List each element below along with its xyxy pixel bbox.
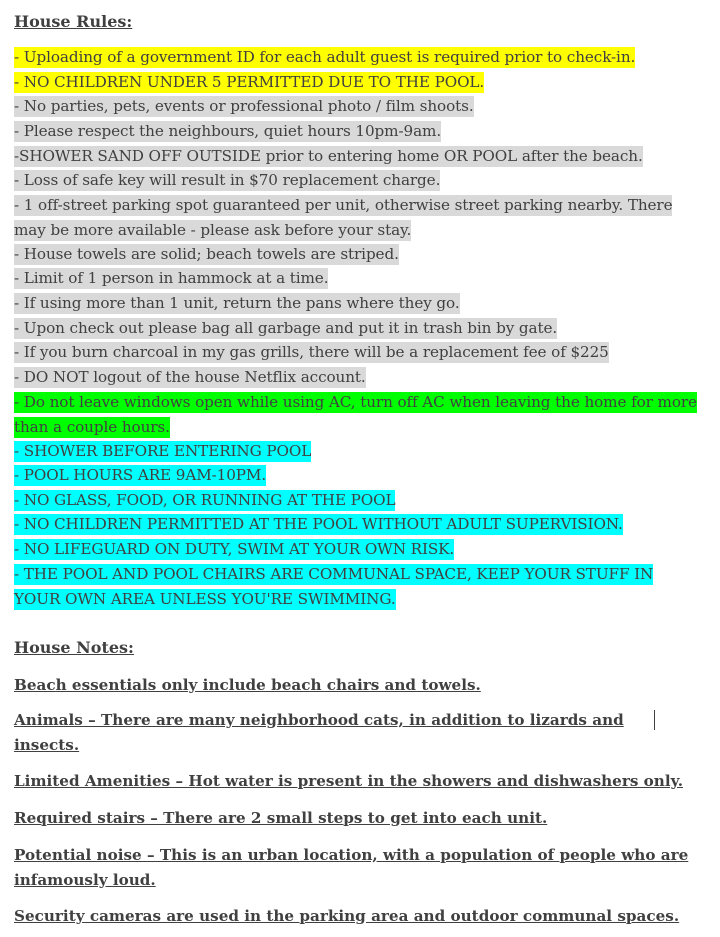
rule-text: - THE POOL AND POOL CHAIRS ARE COMMUNAL SPACE, KEEP YOUR STUFF IN YOUR OWN AREA UNLESS YOU'RE SWIMMING. bbox=[14, 565, 654, 608]
rule-text: - If using more than 1 unit, return the pans where they go. bbox=[14, 294, 460, 312]
note-item bbox=[14, 708, 664, 757]
rule-item bbox=[14, 70, 484, 95]
rule-item bbox=[14, 242, 399, 267]
rule-item bbox=[14, 94, 474, 119]
rule-item bbox=[14, 266, 328, 291]
text-cursor bbox=[654, 710, 655, 730]
rule-text: - NO CHILDREN UNDER 5 PERMITTED DUE TO THE POOL. bbox=[14, 73, 485, 91]
rule-item bbox=[14, 512, 623, 537]
note-text: Security cameras are used in the parking area and outdoor communal spaces. bbox=[14, 907, 680, 925]
note-item bbox=[14, 843, 694, 892]
rule-item bbox=[14, 463, 266, 488]
note-text: Limited Amenities – Hot water is present in the showers and dishwashers only. bbox=[14, 772, 683, 790]
note-text: Required stairs – There are 2 small steps to get into each unit. bbox=[14, 809, 548, 827]
rule-item bbox=[14, 488, 395, 513]
rule-item bbox=[14, 144, 643, 169]
house-notes-heading: House Notes: bbox=[14, 638, 134, 657]
rule-text: - NO LIFEGUARD ON DUTY, SWIM AT YOUR OWN RISK. bbox=[14, 540, 455, 558]
rule-item bbox=[14, 537, 454, 562]
rule-text: - Upon check out please bag all garbage and put it in trash bin by gate. bbox=[14, 319, 558, 337]
rule-text: - No parties, pets, events or professional photo / film shoots. bbox=[14, 97, 474, 115]
rule-text: - Limit of 1 person in hammock at a time. bbox=[14, 269, 329, 287]
note-item bbox=[14, 806, 704, 831]
rule-text: - Uploading of a government ID for each adult guest is required prior to check-in. bbox=[14, 48, 636, 66]
note-item bbox=[14, 673, 704, 698]
note-text: Beach essentials only include beach chairs and towels. bbox=[14, 676, 481, 694]
rule-text: - POOL HOURS ARE 9AM-10PM. bbox=[14, 466, 267, 484]
note-item bbox=[14, 769, 714, 794]
rule-text: - Loss of safe key will result in $70 replacement charge. bbox=[14, 171, 441, 189]
rule-item bbox=[14, 439, 311, 464]
rule-item bbox=[14, 562, 679, 611]
rule-item bbox=[14, 193, 694, 242]
rule-item bbox=[14, 340, 609, 365]
note-item bbox=[14, 904, 714, 929]
rule-text: -SHOWER SAND OFF OUTSIDE prior to entering home OR POOL after the beach. bbox=[14, 147, 643, 165]
rule-text: - House towels are solid; beach towels are striped. bbox=[14, 245, 399, 263]
rule-text: - NO CHILDREN PERMITTED AT THE POOL WITHOUT ADULT SUPERVISION. bbox=[14, 515, 623, 533]
rule-item bbox=[14, 45, 635, 70]
note-text: Animals – There are many neighborhood cats, in addition to lizards and insects. bbox=[14, 711, 624, 754]
rule-text: - SHOWER BEFORE ENTERING POOL bbox=[14, 442, 312, 460]
rule-item bbox=[14, 390, 704, 439]
rule-item bbox=[14, 168, 440, 193]
house-rules-heading: House Rules: bbox=[14, 12, 133, 31]
rule-text: - If you burn charcoal in my gas grills, there will be a replacement fee of $225 bbox=[14, 343, 609, 361]
rule-text: - Do not leave windows open while using AC, turn off AC when leaving the home for more than a couple hours. bbox=[14, 393, 697, 436]
note-text: Potential noise – This is an urban location, with a population of people who are infamously loud. bbox=[14, 846, 689, 889]
rule-text: - Please respect the neighbours, quiet hours 10pm-9am. bbox=[14, 122, 442, 140]
rule-text: - NO GLASS, FOOD, OR RUNNING AT THE POOL bbox=[14, 491, 396, 509]
rule-item bbox=[14, 119, 441, 144]
rule-item bbox=[14, 365, 366, 390]
rule-text: - 1 off-street parking spot guaranteed per unit, otherwise street parking nearby. There may be more available - please ask before your stay. bbox=[14, 196, 673, 239]
rule-text: - DO NOT logout of the house Netflix account. bbox=[14, 368, 366, 386]
rule-item bbox=[14, 316, 557, 341]
rule-item bbox=[14, 291, 460, 316]
